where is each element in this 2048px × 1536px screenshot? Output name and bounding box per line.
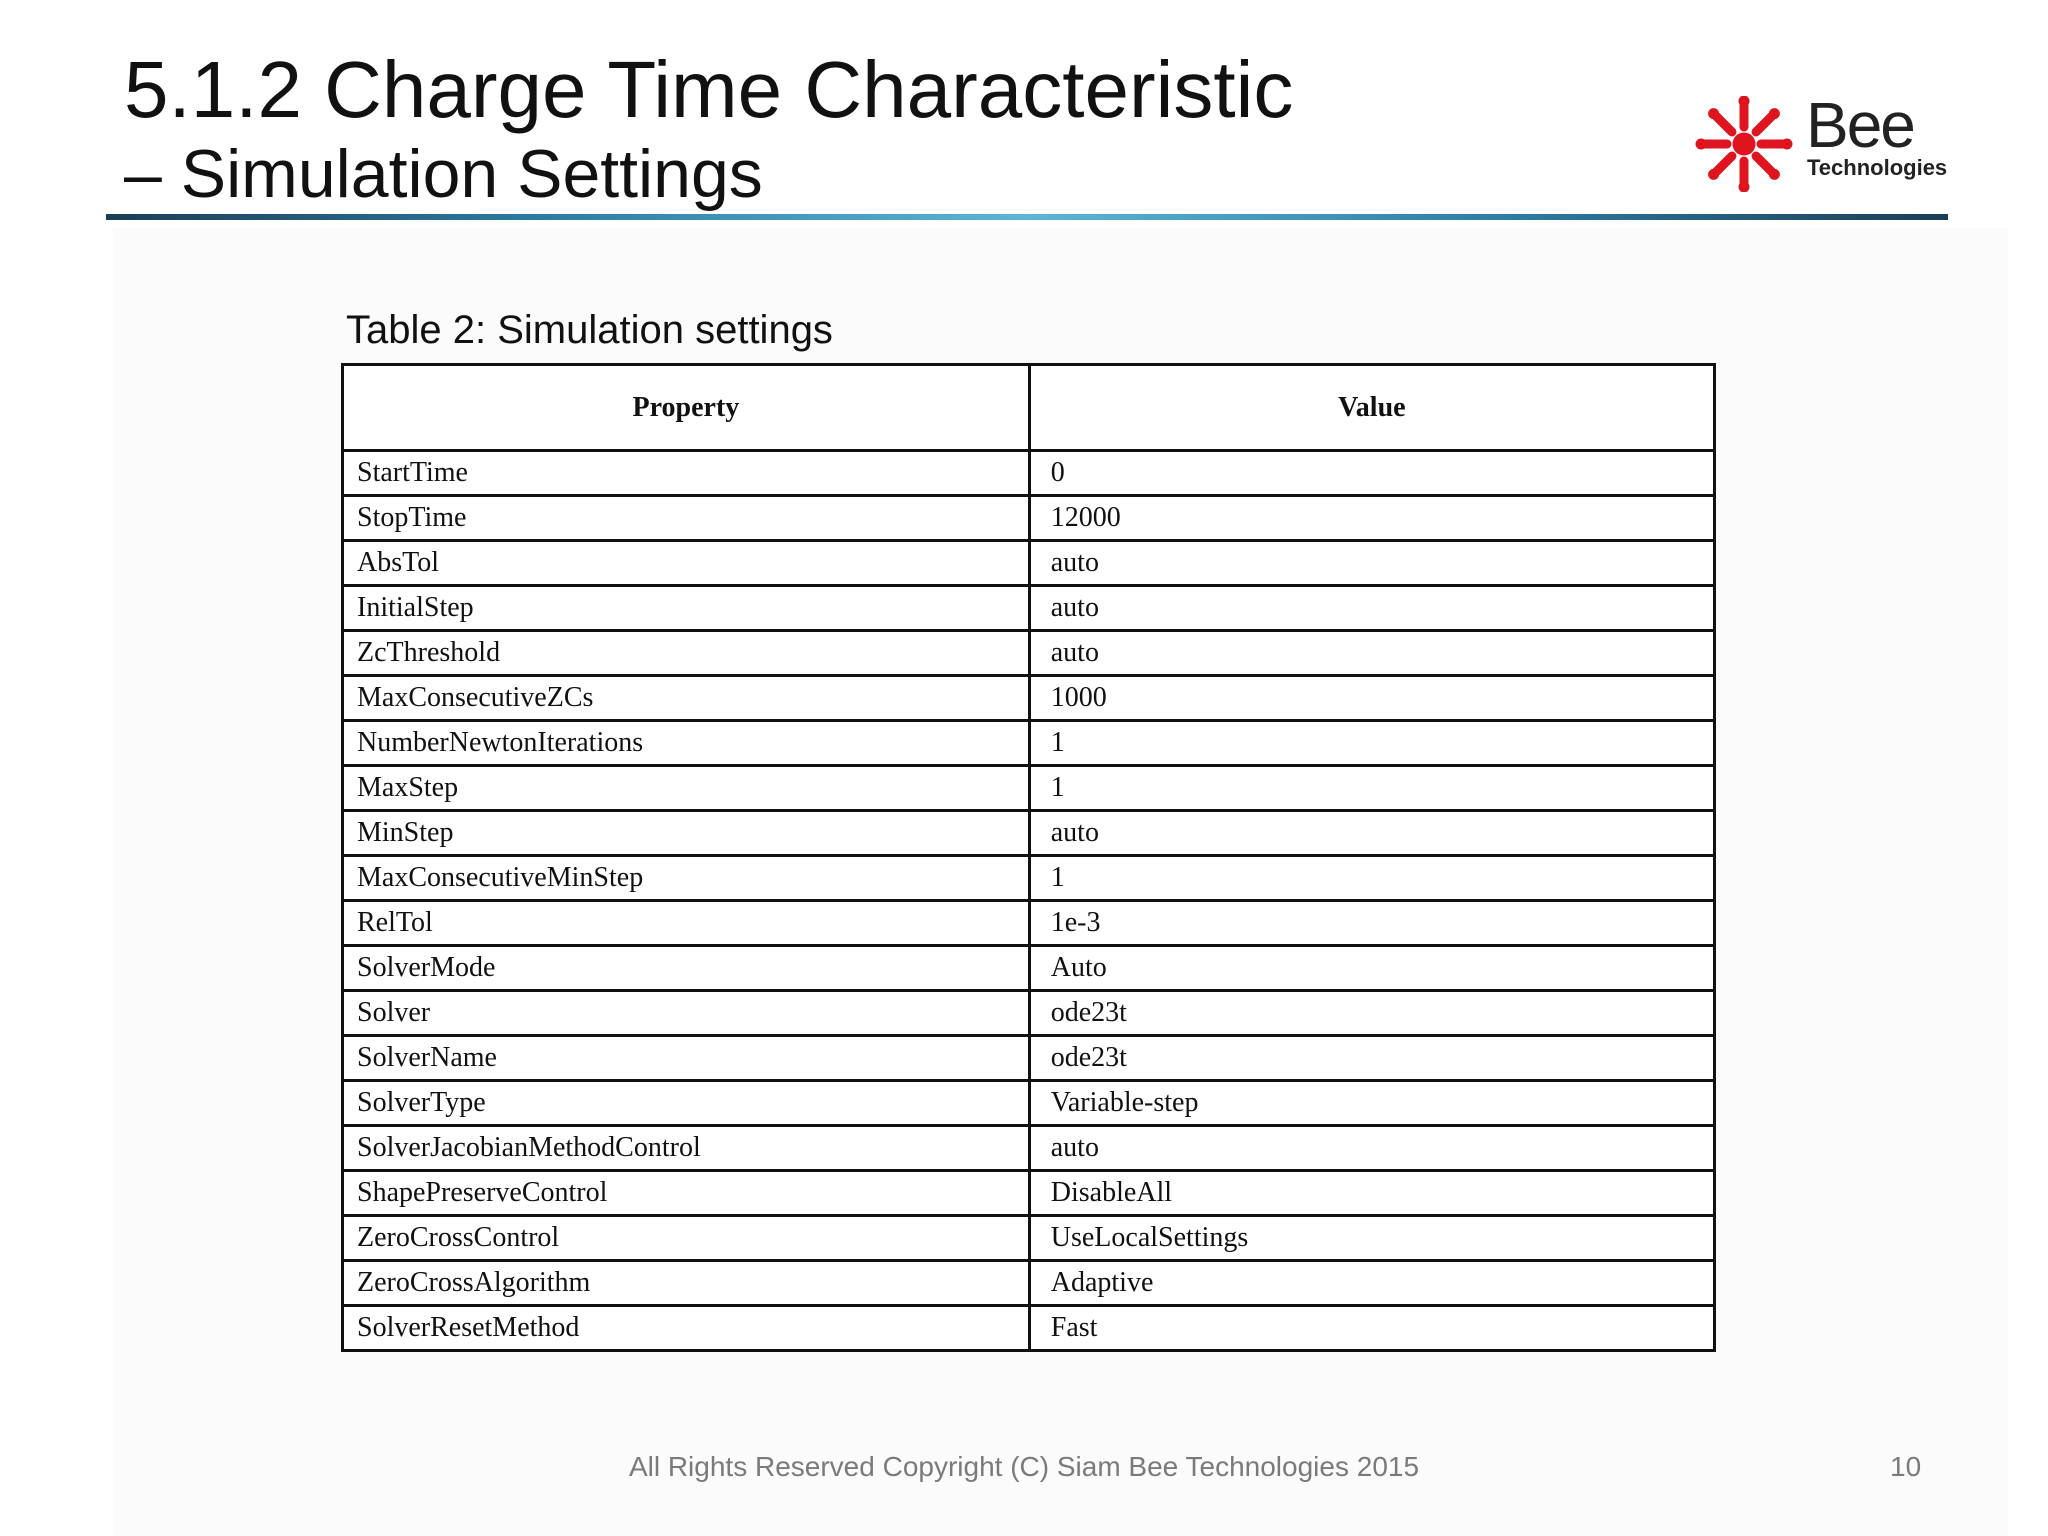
page-subtitle: – Simulation Settings [124, 136, 763, 212]
table-row [343, 586, 1715, 631]
table-row [343, 856, 1715, 901]
property-cell: MaxStep [343, 766, 1030, 811]
table-row [343, 766, 1715, 811]
table-row [343, 901, 1715, 946]
table-row [343, 451, 1715, 496]
table-row [343, 1171, 1715, 1216]
property-cell: ZcThreshold [343, 631, 1030, 676]
property-cell: SolverMode [343, 946, 1030, 991]
logo-ray-tip [1782, 139, 1792, 149]
value-cell: Fast [1029, 1306, 1714, 1351]
logo-ray-tip [1769, 109, 1779, 119]
logo-ray [1716, 156, 1732, 172]
logo-ray-tip [1696, 139, 1706, 149]
property-cell: SolverName [343, 1036, 1030, 1081]
logo-ray [1756, 116, 1772, 132]
logo-wordmark: Bee [1806, 89, 1914, 161]
table-caption: Table 2: Simulation settings [346, 308, 833, 352]
logo-ray-tip [1769, 169, 1779, 179]
property-cell: MaxConsecutiveMinStep [343, 856, 1030, 901]
value-cell: 1 [1029, 721, 1714, 766]
logo-ray [1756, 156, 1772, 172]
value-cell: DisableAll [1029, 1171, 1714, 1216]
value-cell: Variable-step [1029, 1081, 1714, 1126]
page-title: 5.1.2 Charge Time Characteristic [124, 45, 1294, 134]
property-cell: SolverResetMethod [343, 1306, 1030, 1351]
table-row [343, 1036, 1715, 1081]
table-row [343, 721, 1715, 766]
table-row [343, 631, 1715, 676]
logo-ray-tip [1739, 96, 1749, 106]
value-cell: Auto [1029, 946, 1714, 991]
property-cell: ZeroCrossControl [343, 1216, 1030, 1261]
property-cell: NumberNewtonIterations [343, 721, 1030, 766]
table-row [343, 1216, 1715, 1261]
title-divider [106, 214, 1948, 220]
value-cell: 1 [1029, 766, 1714, 811]
table-row [343, 811, 1715, 856]
value-cell: 1 [1029, 856, 1714, 901]
table-row [343, 991, 1715, 1036]
value-cell: auto [1029, 541, 1714, 586]
table-row [343, 946, 1715, 991]
property-cell: AbsTol [343, 541, 1030, 586]
value-cell: auto [1029, 631, 1714, 676]
logo-ray-tip [1709, 109, 1719, 119]
table-row [343, 496, 1715, 541]
table-header-row [343, 365, 1715, 451]
property-cell: StartTime [343, 451, 1030, 496]
property-cell: SolverJacobianMethodControl [343, 1126, 1030, 1171]
property-cell: SolverType [343, 1081, 1030, 1126]
property-cell: StopTime [343, 496, 1030, 541]
table-body [343, 451, 1715, 1351]
logo-ray [1716, 116, 1732, 132]
table-row [343, 1081, 1715, 1126]
value-cell: ode23t [1029, 1036, 1714, 1081]
table-row [343, 1261, 1715, 1306]
footer-copyright: All Rights Reserved Copyright (C) Siam Bee Technologies 2015 [628, 1451, 1420, 1482]
sunburst-logo-icon [1694, 96, 1798, 192]
value-cell: auto [1029, 586, 1714, 631]
simulation-settings-table [341, 363, 1716, 1352]
table-row [343, 1306, 1715, 1351]
table-row [343, 541, 1715, 586]
property-cell: InitialStep [343, 586, 1030, 631]
page-number: 10 [1890, 1451, 1922, 1482]
logo-core [1733, 133, 1755, 155]
logo-ray-tip [1709, 169, 1719, 179]
bee-technologies-logo [1694, 89, 1954, 192]
property-cell: RelTol [343, 901, 1030, 946]
value-cell: Adaptive [1029, 1261, 1714, 1306]
property-cell: ZeroCrossAlgorithm [343, 1261, 1030, 1306]
value-cell: ode23t [1029, 991, 1714, 1036]
value-cell: 0 [1029, 451, 1714, 496]
logo-ray-tip [1739, 182, 1749, 192]
value-cell: 1000 [1029, 676, 1714, 721]
column-header-property: Property [343, 365, 1030, 451]
value-cell: UseLocalSettings [1029, 1216, 1714, 1261]
value-cell: auto [1029, 811, 1714, 856]
table-row [343, 1126, 1715, 1171]
property-cell: MaxConsecutiveZCs [343, 676, 1030, 721]
logo-subtitle: Technologies [1807, 155, 1948, 180]
table-row [343, 676, 1715, 721]
property-cell: Solver [343, 991, 1030, 1036]
property-cell: MinStep [343, 811, 1030, 856]
column-header-value: Value [1029, 365, 1714, 451]
property-cell: ShapePreserveControl [343, 1171, 1030, 1216]
value-cell: 1e-3 [1029, 901, 1714, 946]
value-cell: 12000 [1029, 496, 1714, 541]
value-cell: auto [1029, 1126, 1714, 1171]
